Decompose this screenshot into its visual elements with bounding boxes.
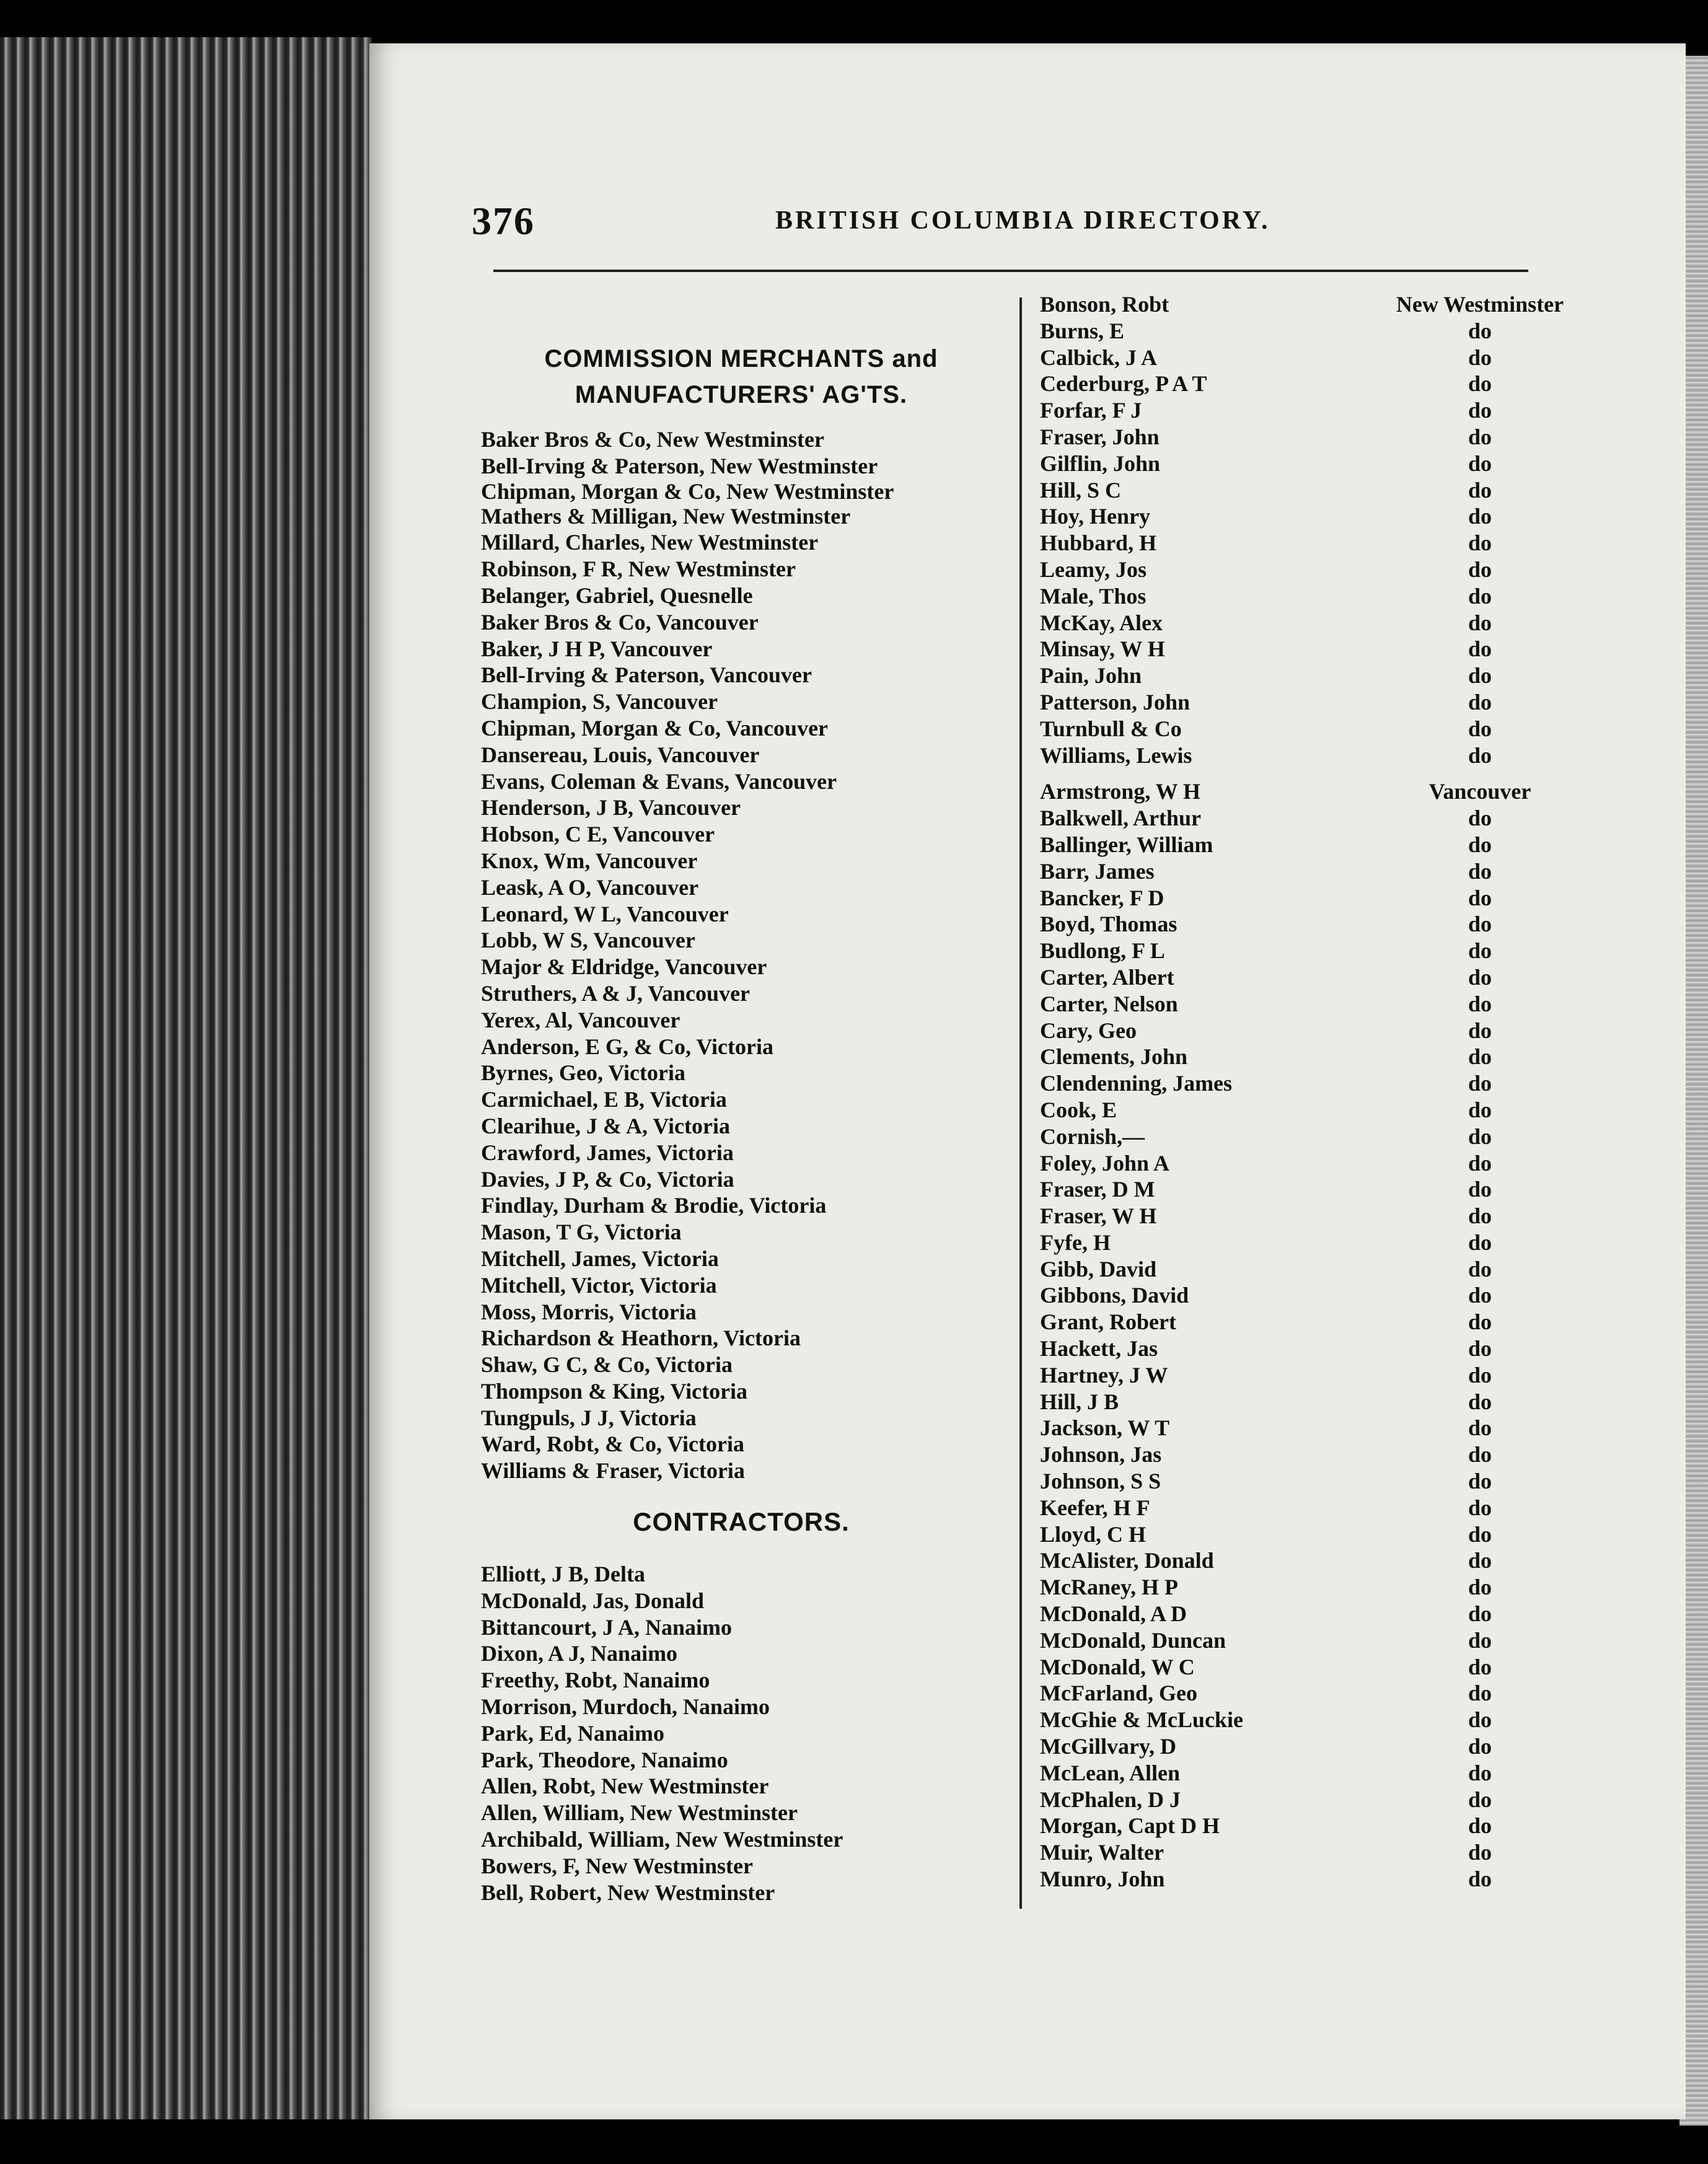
entry-place: do (1468, 477, 1492, 503)
directory-entry (1040, 1839, 1598, 1866)
entry-name: Turnbull & Co (1040, 716, 1182, 741)
directory-entry: Bell-Irving & Paterson, New Westminster (481, 453, 878, 478)
directory-entry: Champion, S, Vancouver (481, 689, 718, 715)
directory-entry: Morrison, Murdoch, Nanaimo (481, 1694, 770, 1720)
page-number: 376 (472, 199, 535, 243)
directory-entry (1040, 964, 1598, 991)
entry-name: Fraser, D M (1040, 1177, 1155, 1202)
directory-entry (1040, 1733, 1598, 1760)
entry-place: do (1468, 1177, 1492, 1202)
entry-name: McFarland, Geo (1040, 1681, 1197, 1706)
entry-place: do (1468, 1681, 1492, 1706)
directory-entry (1040, 1018, 1598, 1044)
entry-place: do (1468, 1097, 1492, 1122)
right-group-vancouver (1040, 778, 1598, 1892)
directory-entry (1040, 832, 1598, 858)
book-page-edges (0, 37, 372, 2119)
directory-entry: Robinson, F R, New Westminster (481, 556, 796, 582)
directory-entry (1040, 1229, 1598, 1256)
directory-entry (1040, 1282, 1598, 1309)
directory-entry: Knox, Wm, Vancouver (481, 848, 698, 873)
entry-name: McPhalen, D J (1040, 1787, 1181, 1812)
entry-name: Cornish,— (1040, 1124, 1145, 1149)
directory-entry (1040, 1441, 1598, 1468)
directory-entry (1040, 662, 1598, 689)
entry-name: Calbick, J A (1040, 345, 1158, 370)
entry-place: do (1468, 1389, 1492, 1414)
directory-entry (1040, 397, 1598, 424)
entry-place: do (1468, 504, 1492, 529)
entry-name: Budlong, F L (1040, 938, 1165, 964)
entry-place: do (1468, 912, 1492, 937)
directory-entry (1040, 1787, 1598, 1813)
directory-entry (1040, 1627, 1598, 1654)
entry-name: Johnson, Jas (1040, 1442, 1162, 1467)
directory-entry (1040, 1097, 1598, 1124)
entry-name: Forfar, F J (1040, 398, 1142, 423)
entry-name: Bancker, F D (1040, 885, 1164, 910)
directory-entry (1040, 778, 1598, 805)
directory-entry: Dansereau, Louis, Vancouver (481, 742, 760, 767)
entry-name: Grant, Robert (1040, 1309, 1176, 1335)
entry-name: Cary, Geo (1040, 1018, 1137, 1043)
directory-entry: Carmichael, E B, Victoria (481, 1087, 727, 1112)
directory-entry (1040, 1070, 1598, 1097)
entry-place: do (1468, 610, 1492, 635)
entry-name: Balkwell, Arthur (1040, 806, 1202, 831)
directory-entry: Major & Eldridge, Vancouver (481, 954, 767, 980)
directory-entry: Williams & Fraser, Victoria (481, 1458, 745, 1484)
entry-place: do (1468, 742, 1492, 768)
entry-name: McRaney, H P (1040, 1575, 1178, 1600)
entry-name: Clendenning, James (1040, 1071, 1233, 1096)
directory-entry (1040, 1309, 1598, 1335)
directory-entry: Findlay, Durham & Brodie, Victoria (481, 1193, 827, 1218)
directory-entry (1040, 885, 1598, 912)
directory-entry: Freethy, Robt, Nanaimo (481, 1668, 710, 1693)
commission-merchants-list (481, 426, 1001, 1484)
directory-entry: Mitchell, James, Victoria (481, 1246, 719, 1271)
directory-entry: Clearihue, J & A, Victoria (481, 1113, 730, 1138)
heading-line: MANUFACTURERS' AG'TS. (574, 381, 908, 408)
entry-name: Leamy, Jos (1040, 556, 1147, 582)
directory-entry: Park, Ed, Nanaimo (481, 1720, 665, 1746)
directory-entry: Belanger, Gabriel, Quesnelle (481, 583, 753, 608)
directory-entry: Ward, Robt, & Co, Victoria (481, 1432, 744, 1457)
directory-entry (1040, 1654, 1598, 1681)
directory-entry (1040, 1415, 1598, 1441)
directory-entry: Leonard, W L, Vancouver (481, 901, 729, 926)
entry-place: do (1468, 1442, 1492, 1467)
directory-entry: Hobson, C E, Vancouver (481, 822, 715, 847)
directory-entry (1040, 1468, 1598, 1495)
entry-place: do (1468, 424, 1492, 449)
directory-entry (1040, 1547, 1598, 1574)
directory-entry: Mason, T G, Victoria (481, 1220, 682, 1245)
entry-place: do (1468, 1707, 1492, 1733)
directory-entry: Dixon, A J, Nanaimo (481, 1641, 678, 1666)
entry-place: do (1468, 1150, 1492, 1176)
entry-name: Clements, John (1040, 1044, 1188, 1070)
entry-place: do (1468, 1229, 1492, 1255)
entry-place: do (1468, 530, 1492, 556)
directory-entry (1040, 636, 1598, 662)
entry-name: Burns, E (1040, 318, 1125, 343)
entry-name: Keefer, H F (1040, 1495, 1150, 1520)
directory-page (369, 43, 1686, 2119)
entry-name: Muir, Walter (1040, 1840, 1164, 1865)
entry-name: Williams, Lewis (1040, 742, 1192, 768)
entry-place: do (1468, 1309, 1492, 1335)
entry-name: McDonald, W C (1040, 1654, 1195, 1679)
directory-entry (1040, 424, 1598, 451)
directory-entry (1040, 1813, 1598, 1839)
entry-name: Hill, J B (1040, 1389, 1119, 1414)
directory-entry: Evans, Coleman & Evans, Vancouver (481, 768, 837, 794)
entry-place: do (1468, 1601, 1492, 1627)
entry-place: do (1468, 636, 1492, 662)
directory-entry: Bowers, F, New Westminster (481, 1853, 753, 1878)
section-heading-contractors: CONTRACTORS. (633, 1507, 850, 1537)
directory-entry (1040, 689, 1598, 716)
entry-place: do (1468, 1867, 1492, 1892)
group-gap (1040, 768, 1598, 778)
entry-place: do (1468, 938, 1492, 964)
directory-entry (1040, 530, 1598, 556)
directory-entry (1040, 451, 1598, 477)
directory-entry (1040, 371, 1598, 397)
entry-name: Hill, S C (1040, 477, 1122, 503)
entry-place: do (1468, 1283, 1492, 1308)
directory-entry (1040, 583, 1598, 610)
directory-entry (1040, 1521, 1598, 1548)
right-column (1040, 291, 1598, 1893)
directory-entry (1040, 556, 1598, 583)
directory-entry: Richardson & Heathorn, Victoria (481, 1326, 801, 1351)
entry-name: Barr, James (1040, 858, 1155, 884)
entry-place: do (1468, 1469, 1492, 1494)
directory-entry: Elliott, J B, Delta (481, 1562, 645, 1587)
entry-name: McKay, Alex (1040, 610, 1163, 635)
entry-name: Bonson, Robt (1040, 292, 1169, 317)
directory-entry: Henderson, J B, Vancouver (481, 795, 741, 820)
entry-name: Cederburg, P A T (1040, 371, 1207, 397)
directory-entry (1040, 1203, 1598, 1229)
entry-place: do (1468, 1362, 1492, 1388)
entry-name: Carter, Albert (1040, 964, 1174, 990)
entry-place: do (1468, 1415, 1492, 1441)
entry-place: do (1468, 716, 1492, 741)
entry-name: Gilflin, John (1040, 451, 1161, 476)
entry-name: McDonald, A D (1040, 1601, 1187, 1627)
directory-entry: Park, Theodore, Nanaimo (481, 1747, 728, 1772)
entry-name: Fyfe, H (1040, 1229, 1111, 1255)
entry-name: McAlister, Donald (1040, 1548, 1214, 1573)
contractors-list (481, 1561, 1001, 1906)
directory-entry: Moss, Morris, Victoria (481, 1299, 697, 1324)
page-header (472, 198, 1643, 273)
entry-name: Hackett, Jas (1040, 1336, 1158, 1361)
directory-entry (1040, 1389, 1598, 1415)
directory-entry: Mitchell, Victor, Victoria (481, 1272, 717, 1298)
directory-entry (1040, 716, 1598, 742)
entry-place: do (1468, 1071, 1492, 1096)
entry-place: do (1468, 1734, 1492, 1759)
directory-entry: Baker, J H P, Vancouver (481, 636, 713, 661)
entry-name: McGhie & McLuckie (1040, 1707, 1243, 1733)
entry-place: do (1468, 964, 1492, 990)
entry-name: Male, Thos (1040, 583, 1147, 609)
entry-name: Boyd, Thomas (1040, 912, 1178, 937)
running-title: BRITISH COLUMBIA DIRECTORY. (775, 206, 1270, 235)
entry-place: do (1468, 1124, 1492, 1149)
directory-entry (1040, 1574, 1598, 1601)
entry-place: do (1468, 345, 1492, 370)
entry-name: Pain, John (1040, 663, 1142, 688)
directory-entry (1040, 742, 1598, 769)
directory-entry (1040, 1362, 1598, 1389)
directory-entry: Chipman, Morgan & Co, New Westminster (481, 478, 894, 504)
directory-entry: Chipman, Morgan & Co, Vancouver (481, 715, 829, 741)
left-column (481, 291, 1001, 1906)
entry-place: do (1468, 318, 1492, 343)
header-rule (493, 270, 1528, 272)
entry-name: Hubbard, H (1040, 530, 1157, 556)
directory-entry (1040, 503, 1598, 530)
directory-entry: Struthers, A & J, Vancouver (481, 980, 751, 1006)
entry-name: McDonald, Duncan (1040, 1627, 1226, 1653)
right-group-new-westminster (1040, 291, 1598, 768)
entry-place: do (1468, 1627, 1492, 1653)
entry-place: do (1468, 806, 1492, 831)
directory-entry: Baker Bros & Co, Vancouver (481, 609, 759, 635)
entry-place: do (1468, 1044, 1492, 1070)
entry-place: do (1468, 832, 1492, 857)
entry-name: Jackson, W T (1040, 1415, 1170, 1441)
entry-name: Munro, John (1040, 1867, 1165, 1892)
directory-entry (1040, 1495, 1598, 1521)
directory-entry (1040, 911, 1598, 938)
entry-place: do (1468, 451, 1492, 476)
entry-place: do (1468, 1787, 1492, 1812)
entry-place: New Westminster (1396, 292, 1564, 317)
directory-entry: Bittancourt, J A, Nanaimo (481, 1614, 732, 1640)
entry-name: Johnson, S S (1040, 1469, 1161, 1494)
entry-name: Morgan, Capt D H (1040, 1813, 1220, 1839)
entry-place: do (1468, 663, 1492, 688)
entry-place: do (1468, 1256, 1492, 1282)
entry-name: Gibbons, David (1040, 1283, 1189, 1308)
directory-entry (1040, 1680, 1598, 1707)
directory-entry: Thompson & King, Victoria (481, 1378, 748, 1404)
entry-place: do (1468, 1840, 1492, 1865)
entry-place: do (1468, 398, 1492, 423)
directory-entry (1040, 1150, 1598, 1177)
section-heading-commission (481, 341, 1001, 413)
entry-name: Hoy, Henry (1040, 504, 1150, 529)
directory-entry (1040, 345, 1598, 371)
entry-place: do (1468, 371, 1492, 397)
entry-place: do (1468, 1203, 1492, 1229)
entry-place: do (1468, 858, 1492, 884)
directory-entry: Bell-Irving & Paterson, Vancouver (481, 662, 812, 688)
entry-name: Foley, John A (1040, 1150, 1170, 1176)
directory-entry (1040, 1256, 1598, 1283)
directory-entry (1040, 318, 1598, 345)
directory-entry (1040, 1707, 1598, 1733)
directory-entry: Crawford, James, Victoria (481, 1140, 734, 1165)
entry-place: do (1468, 1548, 1492, 1573)
column-divider (1019, 297, 1022, 1909)
entry-place: do (1468, 1018, 1492, 1043)
directory-entry: Archibald, William, New Westminster (481, 1827, 843, 1852)
directory-entry (1040, 1044, 1598, 1070)
directory-entry (1040, 1601, 1598, 1627)
entry-place: do (1468, 1521, 1492, 1547)
entry-name: Carter, Nelson (1040, 991, 1178, 1016)
entry-place: do (1468, 1575, 1492, 1600)
entry-place: do (1468, 689, 1492, 715)
directory-entry (1040, 477, 1598, 504)
directory-entry: Baker Bros & Co, New Westminster (481, 427, 824, 452)
directory-entry: Tungpuls, J J, Victoria (481, 1405, 697, 1430)
entry-place: Vancouver (1428, 779, 1531, 804)
directory-entry (1040, 1335, 1598, 1362)
directory-entry (1040, 610, 1598, 636)
directory-entry: Shaw, G C, & Co, Victoria (481, 1352, 733, 1378)
entry-name: Ballinger, William (1040, 832, 1213, 857)
heading-line: COMMISSION MERCHANTS and (544, 345, 938, 372)
directory-entry (1040, 858, 1598, 885)
entry-place: do (1468, 1760, 1492, 1785)
entry-place: do (1468, 1495, 1492, 1520)
directory-entry: Bell, Robert, New Westminster (481, 1880, 775, 1905)
directory-entry: McDonald, Jas, Donald (481, 1588, 705, 1613)
entry-name: Lloyd, C H (1040, 1521, 1147, 1547)
directory-entry (1040, 291, 1598, 318)
directory-entry (1040, 938, 1598, 964)
directory-entry: Lobb, W S, Vancouver (481, 928, 695, 953)
directory-entry (1040, 805, 1598, 832)
entry-name: Armstrong, W H (1040, 779, 1201, 804)
directory-entry (1040, 991, 1598, 1018)
directory-entry: Allen, William, New Westminster (481, 1800, 798, 1826)
directory-entry: Allen, Robt, New Westminster (481, 1774, 769, 1799)
directory-entry: Leask, A O, Vancouver (481, 874, 699, 900)
entry-name: Fraser, John (1040, 424, 1160, 449)
entry-place: do (1468, 1654, 1492, 1679)
directory-entry: Byrnes, Geo, Victoria (481, 1060, 685, 1086)
entry-name: McGillvary, D (1040, 1734, 1176, 1759)
directory-entry: Davies, J P, & Co, Victoria (481, 1166, 734, 1192)
directory-entry (1040, 1760, 1598, 1787)
entry-place: do (1468, 1813, 1492, 1839)
entry-name: Hartney, J W (1040, 1362, 1168, 1388)
entry-name: Minsay, W H (1040, 636, 1165, 662)
entry-place: do (1468, 885, 1492, 910)
directory-entry (1040, 1866, 1598, 1893)
entry-name: Cook, E (1040, 1097, 1117, 1122)
entry-place: do (1468, 583, 1492, 609)
directory-entry: Yerex, Al, Vancouver (481, 1007, 680, 1032)
directory-entry: Millard, Charles, New Westminster (481, 530, 819, 555)
entry-name: Patterson, John (1040, 689, 1190, 715)
entry-name: Fraser, W H (1040, 1203, 1157, 1229)
entry-name: Gibb, David (1040, 1256, 1157, 1282)
directory-entry: Mathers & Milligan, New Westminster (481, 503, 851, 529)
entry-place: do (1468, 991, 1492, 1016)
directory-entry (1040, 1124, 1598, 1150)
entry-place: do (1468, 1336, 1492, 1361)
entry-place: do (1468, 556, 1492, 582)
directory-entry (1040, 1176, 1598, 1203)
directory-entry: Anderson, E G, & Co, Victoria (481, 1034, 773, 1059)
entry-name: McLean, Allen (1040, 1760, 1180, 1785)
